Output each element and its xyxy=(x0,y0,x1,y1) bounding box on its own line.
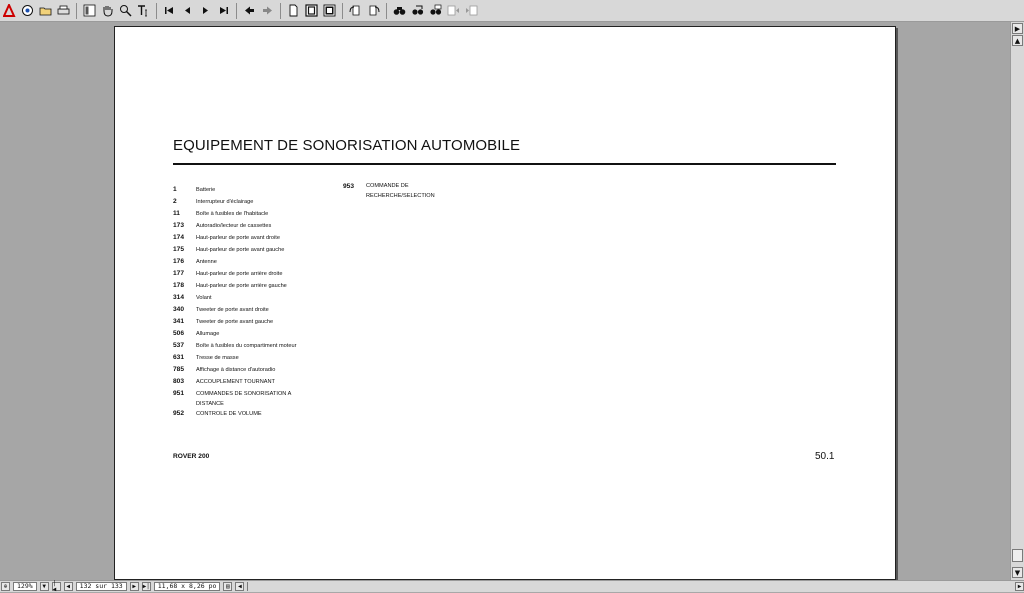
legend-item-number: 11 xyxy=(173,210,180,217)
scroll-right-end-icon[interactable]: ▶ xyxy=(1015,582,1024,591)
bookmarks-icon[interactable] xyxy=(82,3,97,18)
legend-item-number: 952 xyxy=(173,410,185,417)
toolbar-separator xyxy=(236,3,237,19)
legend-item-label: COMMANDE DE RECHERCHE/SELECTION xyxy=(366,183,435,199)
open-folder-icon[interactable] xyxy=(38,3,53,18)
zoom-menu-icon[interactable]: ⊕ xyxy=(1,582,10,591)
legend-item-number: 803 xyxy=(173,378,185,385)
print-icon[interactable] xyxy=(56,3,71,18)
legend-left-column xyxy=(173,185,314,421)
search-icon[interactable] xyxy=(410,3,425,18)
open-icon[interactable] xyxy=(20,3,35,18)
legend-item-label: Boîte à fusibles du compartiment moteur xyxy=(196,343,297,349)
legend-item-label: Tweeter de porte avant gauche xyxy=(196,319,274,325)
zoom-icon[interactable] xyxy=(118,3,133,18)
legend-item-number: 951 xyxy=(173,390,185,397)
legend-item xyxy=(343,182,456,201)
scroll-down-icon[interactable]: ▼ xyxy=(1012,567,1023,578)
forward-icon[interactable] xyxy=(260,3,275,18)
horizontal-scrollbar[interactable] xyxy=(247,582,1012,591)
page-layout-icon[interactable]: ▤ xyxy=(223,582,232,591)
scroll-thumb[interactable] xyxy=(1012,549,1023,562)
rotate-left-icon[interactable] xyxy=(348,3,363,18)
scroll-up-icon[interactable]: ▲ xyxy=(1012,35,1023,46)
legend-item xyxy=(173,353,314,365)
legend-item-label: Affichage à distance d'autoradio xyxy=(196,367,276,373)
toolbar-separator xyxy=(76,3,77,19)
legend-item-label: Batterie xyxy=(196,187,216,193)
first-page-button[interactable]: |◀ xyxy=(52,582,61,591)
legend-item-number: 174 xyxy=(173,234,185,241)
toolbar-separator xyxy=(386,3,387,19)
legend-item xyxy=(173,257,314,269)
legend-item xyxy=(173,293,314,305)
footer-model: ROVER 200 xyxy=(173,453,210,460)
legend-item-number: 340 xyxy=(173,306,185,313)
actual-size-icon[interactable] xyxy=(286,3,301,18)
last-page-button[interactable]: ▶| xyxy=(142,582,150,590)
prev-result-icon[interactable] xyxy=(446,3,461,18)
document-page xyxy=(114,26,896,580)
legend-item-label: Allumage xyxy=(196,331,220,337)
legend-item xyxy=(173,185,314,197)
legend-item-number: 1 xyxy=(173,186,177,193)
text-select-icon[interactable] xyxy=(136,3,151,18)
legend-item xyxy=(173,409,314,421)
legend-item-label: Haut-parleur de porte arrière gauche xyxy=(196,283,287,289)
footer-page-number: 50.1 xyxy=(815,451,835,462)
page-size-field: 11,68 x 8,26 po xyxy=(154,582,221,591)
search-results-icon[interactable] xyxy=(428,3,443,18)
zoom-dropdown-icon[interactable]: ▼ xyxy=(40,582,49,591)
legend-item-label: Tweeter de porte avant droite xyxy=(196,307,269,313)
legend-item-label: Autoradio/lecteur de cassettes xyxy=(196,223,272,229)
page-indicator[interactable]: 132 sur 133 xyxy=(76,582,127,591)
next-page-button[interactable]: ▶ xyxy=(130,582,139,591)
last-page-icon[interactable] xyxy=(216,3,231,18)
legend-item-number: 314 xyxy=(173,294,185,301)
legend-item-number: 631 xyxy=(173,354,185,361)
document-title: EQUIPEMENT DE SONORISATION AUTOMOBILE xyxy=(173,137,521,154)
legend-item-number: 173 xyxy=(173,222,185,229)
legend-item xyxy=(173,245,314,257)
legend-item-number: 177 xyxy=(173,270,185,277)
legend-item-number: 506 xyxy=(173,330,185,337)
scroll-right-icon[interactable]: ▶ xyxy=(1012,23,1023,34)
legend-item xyxy=(173,221,314,233)
legend-item xyxy=(173,197,314,209)
legend-item-label: Interrupteur d'éclairage xyxy=(196,199,254,205)
legend-item xyxy=(173,377,314,389)
legend-item-number: 341 xyxy=(173,318,185,325)
fit-width-icon[interactable] xyxy=(322,3,337,18)
toolbar xyxy=(0,0,1024,22)
back-icon[interactable] xyxy=(242,3,257,18)
find-icon[interactable] xyxy=(392,3,407,18)
legend-item-label: Volant xyxy=(196,295,212,301)
legend-item-label: Haut-parleur de porte arrière droite xyxy=(196,271,283,277)
legend-item-label: Boîte à fusibles de l'habitacle xyxy=(196,211,269,217)
title-rule xyxy=(173,163,836,165)
legend-item-label: Tresse de masse xyxy=(196,355,239,361)
legend-item xyxy=(173,281,314,293)
prev-page-icon[interactable] xyxy=(180,3,195,18)
legend-item xyxy=(173,233,314,245)
fit-page-icon[interactable] xyxy=(304,3,319,18)
legend-item xyxy=(173,317,314,329)
next-result-icon[interactable] xyxy=(464,3,479,18)
legend-item-label: Haut-parleur de porte avant gauche xyxy=(196,247,285,253)
toolbar-separator xyxy=(342,3,343,19)
toolbar-separator xyxy=(156,3,157,19)
next-page-icon[interactable] xyxy=(198,3,213,18)
toolbar-separator xyxy=(280,3,281,19)
legend-item-label: Antenne xyxy=(196,259,217,265)
legend-item-number: 178 xyxy=(173,282,185,289)
legend-item-number: 176 xyxy=(173,258,185,265)
legend-item-number: 785 xyxy=(173,366,185,373)
legend-right-column xyxy=(343,182,456,201)
legend-item-label: COMMANDES DE SONORISATION A DISTANCE xyxy=(196,391,292,407)
legend-item-number: 175 xyxy=(173,246,185,253)
legend-item xyxy=(173,365,314,377)
document-viewport[interactable] xyxy=(0,22,1010,580)
legend-item-number: 2 xyxy=(173,198,177,205)
status-bar xyxy=(0,580,1024,592)
legend-item xyxy=(173,209,314,221)
zoom-field[interactable]: 129% xyxy=(13,582,37,591)
prev-page-button[interactable]: ◀ xyxy=(64,582,73,591)
legend-item-label: ACCOUPLEMENT TOURNANT xyxy=(196,379,275,385)
vertical-scrollbar[interactable] xyxy=(1010,22,1024,580)
legend-item-number: 953 xyxy=(343,183,355,190)
legend-item xyxy=(173,305,314,317)
legend-item-number: 537 xyxy=(173,342,185,349)
first-page-icon[interactable] xyxy=(162,3,177,18)
rotate-right-icon[interactable] xyxy=(366,3,381,18)
scroll-left-icon[interactable]: ◀ xyxy=(235,582,244,591)
legend-item xyxy=(173,341,314,353)
legend-item-label: CONTROLE DE VOLUME xyxy=(196,411,262,417)
acrobat-icon[interactable] xyxy=(2,3,17,18)
legend-item xyxy=(173,329,314,341)
legend-item xyxy=(173,269,314,281)
hand-icon[interactable] xyxy=(100,3,115,18)
legend-item-label: Haut-parleur de porte avant droite xyxy=(196,235,280,241)
legend-item xyxy=(173,389,314,409)
